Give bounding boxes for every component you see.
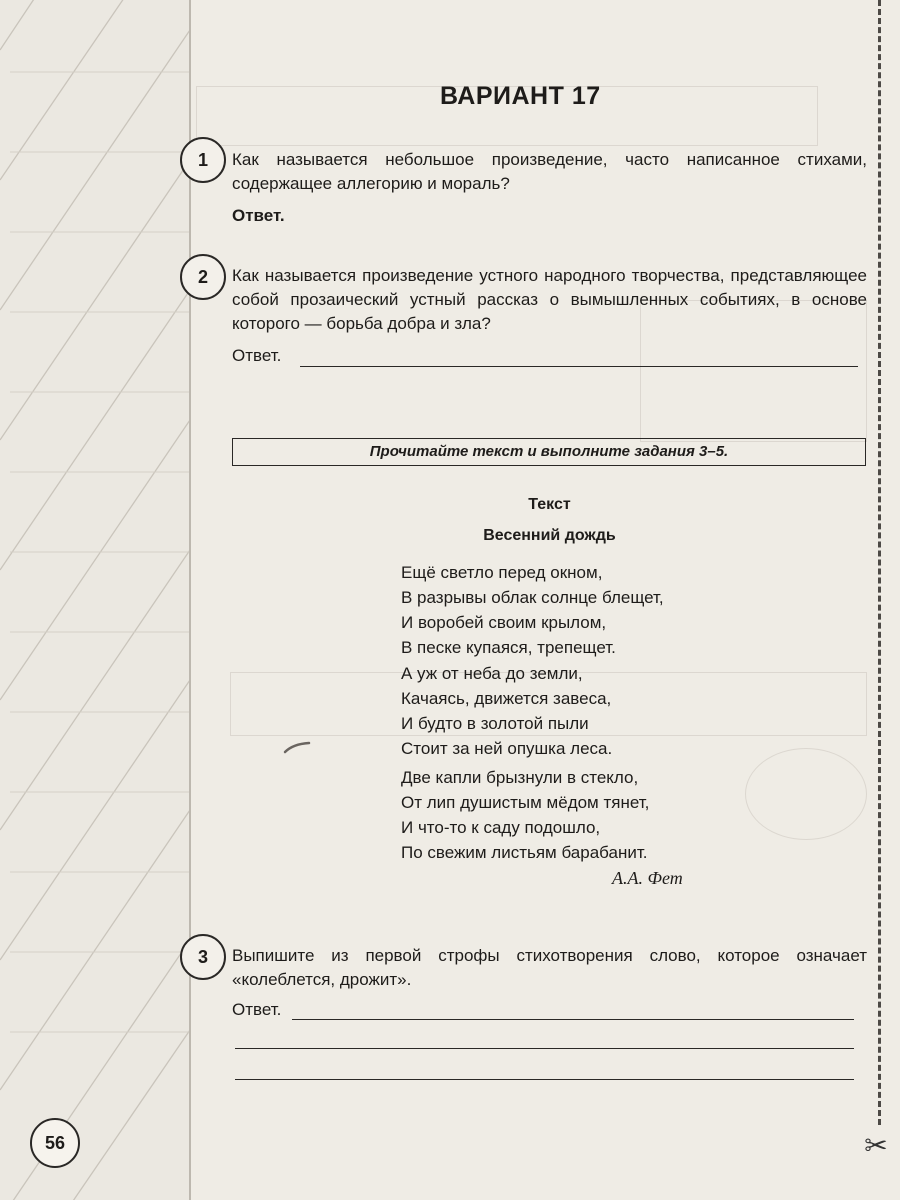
task-3-answer-line-3[interactable] [235, 1079, 854, 1080]
task-3-number: 3 [180, 934, 226, 980]
page-title: ВАРИАНТ 17 [440, 82, 601, 110]
task-1-question: Как называется небольшое произведение, часто написанное стихами, содержащее аллегорию и мораль? [232, 150, 867, 193]
poem-line: Ещё светло перед окном, [401, 563, 603, 582]
left-margin [0, 0, 190, 1200]
task-3-question: Выпишите из первой строфы стихотворения слово, которое означает «колеблется, дрожит». [232, 946, 867, 989]
poem-line: А уж от неба до земли, [401, 664, 583, 683]
poem-line: И воробей своим крылом, [401, 613, 607, 632]
poem-stanza-3 [401, 765, 649, 865]
margin-ruling [0, 0, 190, 1200]
poem-line: Две капли брызнули в стекло, [401, 768, 639, 787]
poem-line: От лип душистым мёдом тянет, [401, 793, 650, 812]
poem-line: В разрывы облак солнце блещет, [401, 588, 664, 607]
task-3-answer-label: Ответ. [232, 1000, 282, 1019]
poem-line: Качаясь, движется завеса, [401, 689, 612, 708]
bleed-through-circle [745, 748, 867, 840]
poem-line: В песке купаяся, трепещет. [401, 638, 616, 657]
page-number: 56 [30, 1118, 80, 1168]
poem-line: Стоит за ней опушка леса. [401, 739, 613, 758]
poem-line: И что-то к саду подошло, [401, 818, 601, 837]
poem-line: И будто в золотой пыли [401, 714, 589, 733]
task-2-answer-line[interactable] [300, 366, 858, 367]
task-2-question: Как называется произведение устного народного творчества, представляющее собой прозаический устный рассказ о вымышленных событиях, в основе которого — борьба добра и зла? [232, 266, 867, 333]
poem-stanza-1 [401, 560, 664, 660]
task-1-number: 1 [180, 137, 226, 183]
task-3-answer-line-2[interactable] [235, 1048, 854, 1049]
poem-line: По свежим листьям барабанит. [401, 843, 648, 862]
poem-title: Весенний дождь [483, 527, 616, 544]
pencil-mark [283, 740, 313, 756]
poem-stanza-2 [401, 661, 612, 761]
scissors-icon: ✂ [864, 1129, 888, 1162]
task-2-answer-label: Ответ. [232, 346, 282, 365]
cut-line [878, 0, 881, 1125]
text-heading: Текст [528, 496, 571, 513]
task-3-answer-line-1[interactable] [292, 1019, 854, 1020]
poem-author: А.А. Фет [612, 868, 683, 888]
task-2-number: 2 [180, 254, 226, 300]
task-1-answer-label: Ответ. [232, 206, 285, 225]
instruction-box: Прочитайте текст и выполните задания 3–5. [232, 438, 866, 466]
